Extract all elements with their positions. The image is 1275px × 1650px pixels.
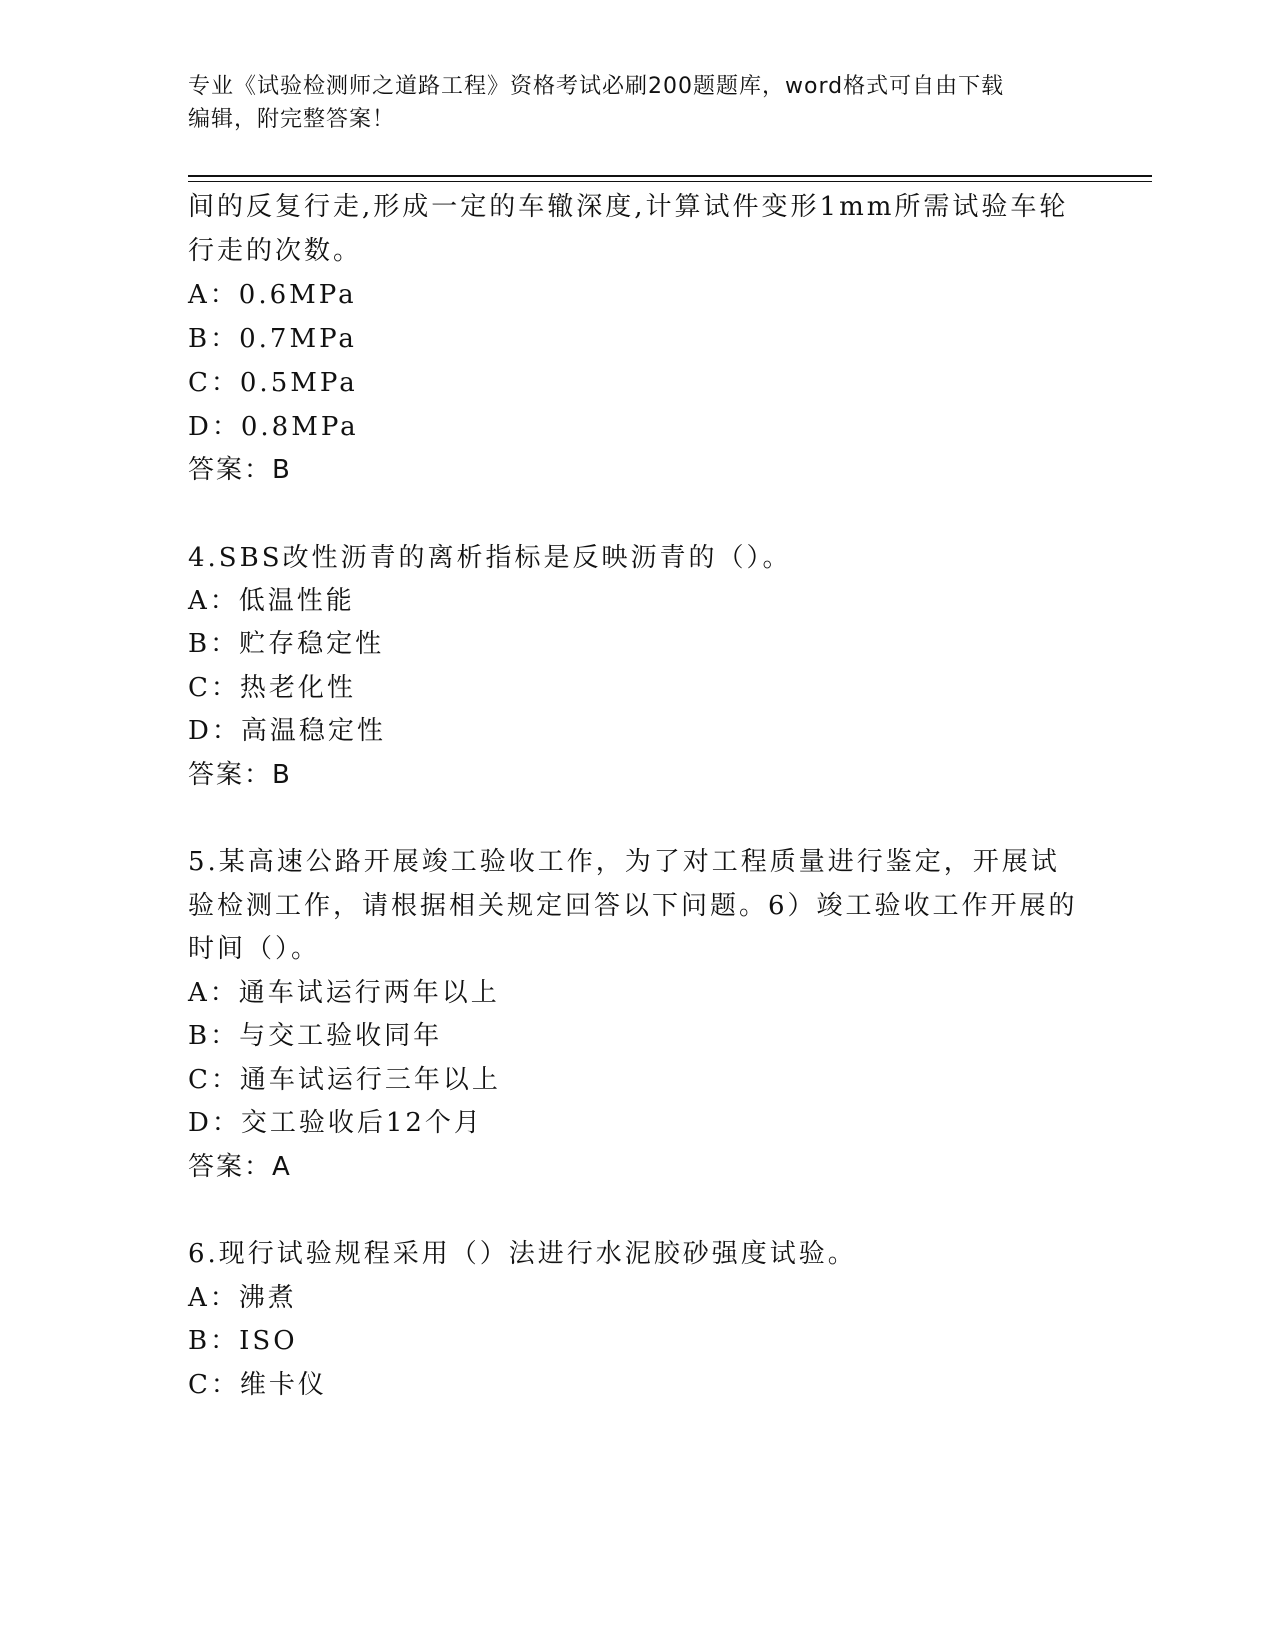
- q4-option-d: D：高温稳定性: [188, 716, 386, 746]
- q5-stem-line-2: 验检测工作，请根据相关规定回答以下问题。6）竣工验收工作开展的: [188, 891, 1078, 921]
- q3-option-d: D：0.8MPa: [188, 412, 359, 442]
- q3-answer: 答案：B: [188, 455, 292, 485]
- q4-option-b: B：贮存稳定性: [188, 629, 385, 659]
- q3-stem-line-1: 间的反复行走,形成一定的车辙深度,计算试件变形1mm所需试验车轮: [188, 192, 1069, 222]
- q4-option-c: C：热老化性: [188, 673, 356, 703]
- q6-option-c: C：维卡仪: [188, 1370, 327, 1400]
- q3-stem-line-2: 行走的次数。: [188, 236, 363, 266]
- q4-answer: 答案：B: [188, 760, 292, 790]
- header-rule-thin: [188, 181, 1152, 182]
- header-rule-thick: [188, 175, 1152, 177]
- q5-option-c: C：通车试运行三年以上: [188, 1065, 501, 1095]
- q5-stem-line-3: 时间（）。: [188, 934, 321, 964]
- document-header: [188, 70, 1088, 136]
- q5-option-b: B：与交工验收同年: [188, 1021, 443, 1051]
- q4-option-a: A：低温性能: [188, 586, 355, 616]
- q3-option-a: A：0.6MPa: [188, 280, 357, 310]
- q6-option-a: A：沸煮: [188, 1283, 297, 1313]
- q4-stem-line-1: 4.SBS改性沥青的离析指标是反映沥青的（）。: [188, 543, 792, 573]
- q3-option-b: B：0.7MPa: [188, 324, 357, 354]
- q6-option-b: B：ISO: [188, 1326, 298, 1356]
- q5-option-d: D：交工验收后12个月: [188, 1108, 483, 1138]
- header-line-2: 编辑，附完整答案！: [188, 107, 396, 132]
- q5-option-a: A：通车试运行两年以上: [188, 978, 500, 1008]
- header-line-1: 专业《试验检测师之道路工程》资格考试必刷200题题库，word格式可自由下载: [188, 74, 1005, 99]
- q3-option-c: C：0.5MPa: [188, 368, 358, 398]
- q6-stem-line-1: 6.现行试验规程采用（）法进行水泥胶砂强度试验。: [188, 1239, 857, 1269]
- q5-answer: 答案：A: [188, 1152, 292, 1182]
- q5-stem-line-1: 5.某高速公路开展竣工验收工作，为了对工程质量进行鉴定，开展试: [188, 847, 1060, 877]
